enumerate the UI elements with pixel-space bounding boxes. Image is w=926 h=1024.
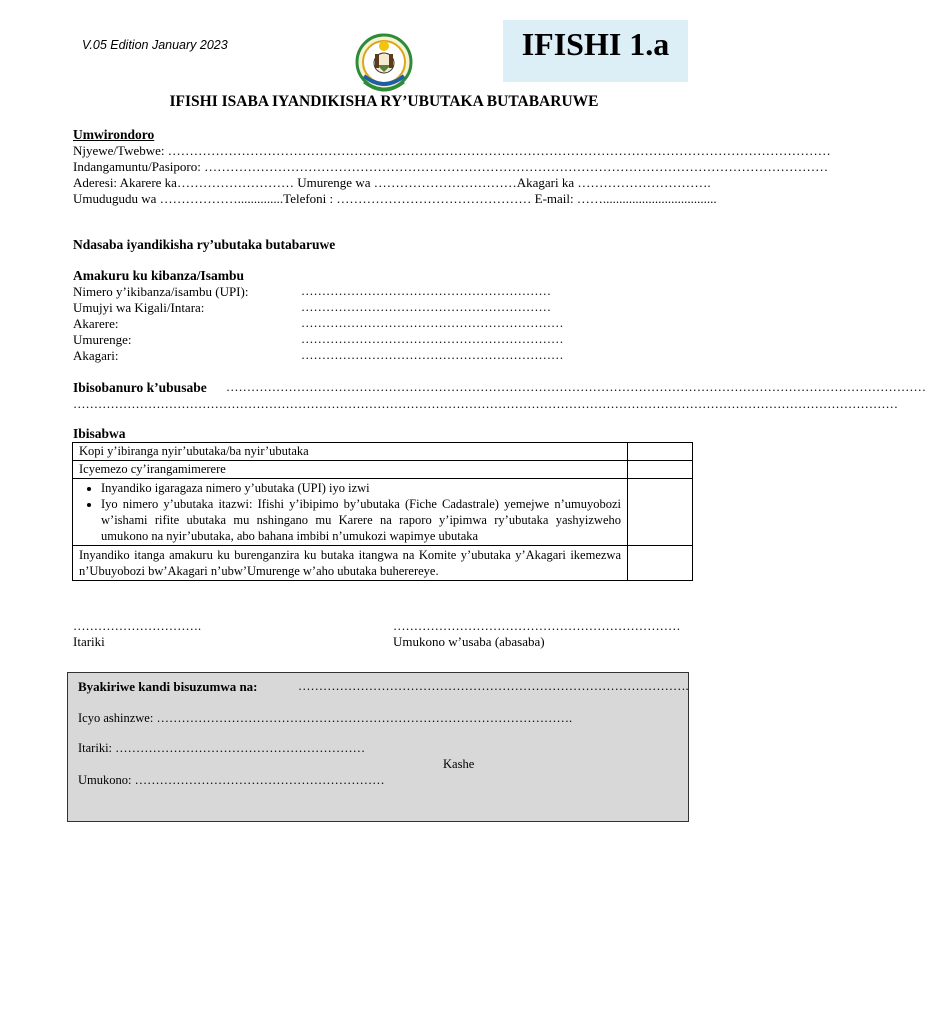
address-field[interactable]: Aderesi: Akarere ka……………………… Umurenge wa ……………………………Akagari ka …………………………. — [73, 175, 711, 190]
attachment-id-copy: Kopi y’ibiranga nyir’ubutaka/ba nyir’ubutaka — [73, 443, 628, 461]
plot-district-field[interactable]: ……………………………………………………… — [301, 316, 564, 330]
received-by-field[interactable]: …………………………………………………………………………………. — [298, 679, 689, 693]
verification-date-field[interactable]: Itariki: …………………………………………………… — [78, 741, 366, 755]
plot-cell-field[interactable]: ……………………………………………………… — [301, 348, 564, 362]
plot-upi-field[interactable]: …………………………………………………… — [301, 284, 551, 298]
signature-field[interactable]: …………………………………………………………… — [393, 619, 681, 633]
plot-sector-label: Umurenge: — [73, 332, 132, 347]
received-by-label: Byakiriwe kandi bisuzumwa na: — [78, 679, 258, 694]
form-title: IFISHI ISABA IYANDIKISHA RY’UBUTAKA BUTABARUWE — [169, 93, 599, 110]
attachment-checkbox[interactable] — [628, 479, 693, 546]
edition-label: V.05 Edition January 2023 — [82, 38, 228, 52]
responsibility-field[interactable]: Icyo ashinzwe: ………………………………………………………………………………………. — [78, 711, 573, 725]
verification-signature-field[interactable]: Umukono: …………………………………………………… — [78, 773, 385, 787]
explanation-field-line-2[interactable]: ……………………………………………………………………………………………………………………………………………………………………………… — [73, 397, 898, 411]
id-passport-field[interactable]: Indangamuntu/Pasiporo: ……………………………………………………………………………………………………………………………… — [73, 159, 829, 174]
plot-sector-field[interactable]: ……………………………………………………… — [301, 332, 564, 346]
attachment-checkbox[interactable] — [628, 443, 693, 461]
table-row — [73, 443, 693, 461]
table-row — [73, 546, 693, 581]
request-statement: Ndasaba iyandikisha ry’ubutaka butabaruwe — [73, 237, 336, 252]
plot-heading: Amakuru ku kibanza/Isambu — [73, 268, 245, 283]
attachment-checkbox[interactable] — [628, 546, 693, 581]
form-code: IFISHI 1.a — [521, 26, 670, 62]
rwanda-coat-of-arms-logo — [350, 32, 418, 96]
plot-district-label: Akarere: — [73, 316, 119, 331]
date-field[interactable]: …………………………. — [73, 619, 202, 633]
attachment-civil-status: Icyemezo cy’irangamimerere — [73, 461, 628, 479]
list-item: • Iyo nimero y’ubutaka itazwi: Ifishi y’ibipimo by’ubutaka (Fiche Cadastrale) yemejwe n’umuyobozi w’ishami rifite ubutaka mu nshingano mu Karere na raporo y’ipimwa ry’ubutaka yashyizweho umukono na nyir’ubutaka, abo bahana imbibi n’umukozi wapimye ubutaka — [101, 496, 621, 544]
stamp-label: Kashe — [443, 757, 475, 771]
plot-cell-label: Akagari: — [73, 348, 119, 363]
profile-heading: Umwirondoro — [73, 127, 155, 142]
attachments-heading: Ibisabwa — [73, 426, 126, 441]
village-phone-email-field[interactable]: Umudugudu wa ………………..............Telefoni : ……………………………………… E-mail: ……................................... — [73, 191, 717, 206]
attachment-checkbox[interactable] — [628, 461, 693, 479]
explanation-label: Ibisobanuro k’ubusabe — [73, 380, 207, 395]
attachments-table — [72, 442, 693, 581]
name-field[interactable]: Njyewe/Twebwe: ……………………………………………………………………………………………………………………………………… — [73, 143, 831, 158]
plot-upi-label: Nimero y’ikibanza/isambu (UPI): — [73, 284, 249, 299]
table-row — [73, 479, 693, 546]
explanation-field-line-1[interactable]: …………………………………………………………………………………………………………………………………………………… — [226, 380, 926, 394]
signature-label: Umukono w’usaba (abasaba) — [393, 634, 545, 649]
attachment-upi-documents — [73, 479, 628, 546]
date-label: Itariki — [73, 634, 105, 649]
plot-province-field[interactable]: …………………………………………………… — [301, 300, 551, 314]
attachment-land-rights-info: Inyandiko itanga amakuru ku burenganzira ku butaka itangwa na Komite y’ubutaka y’Akagari ikemezwa n’Ubuyobozi bw’Akagari n’ubw’Umurenge w’aho ubutaka buherereye. — [73, 546, 628, 581]
table-row — [73, 461, 693, 479]
list-item: • Inyandiko igaragaza nimero y’ubutaka (UPI) iyo izwi — [101, 480, 621, 496]
plot-province-label: Umujyi wa Kigali/Intara: — [73, 300, 205, 315]
